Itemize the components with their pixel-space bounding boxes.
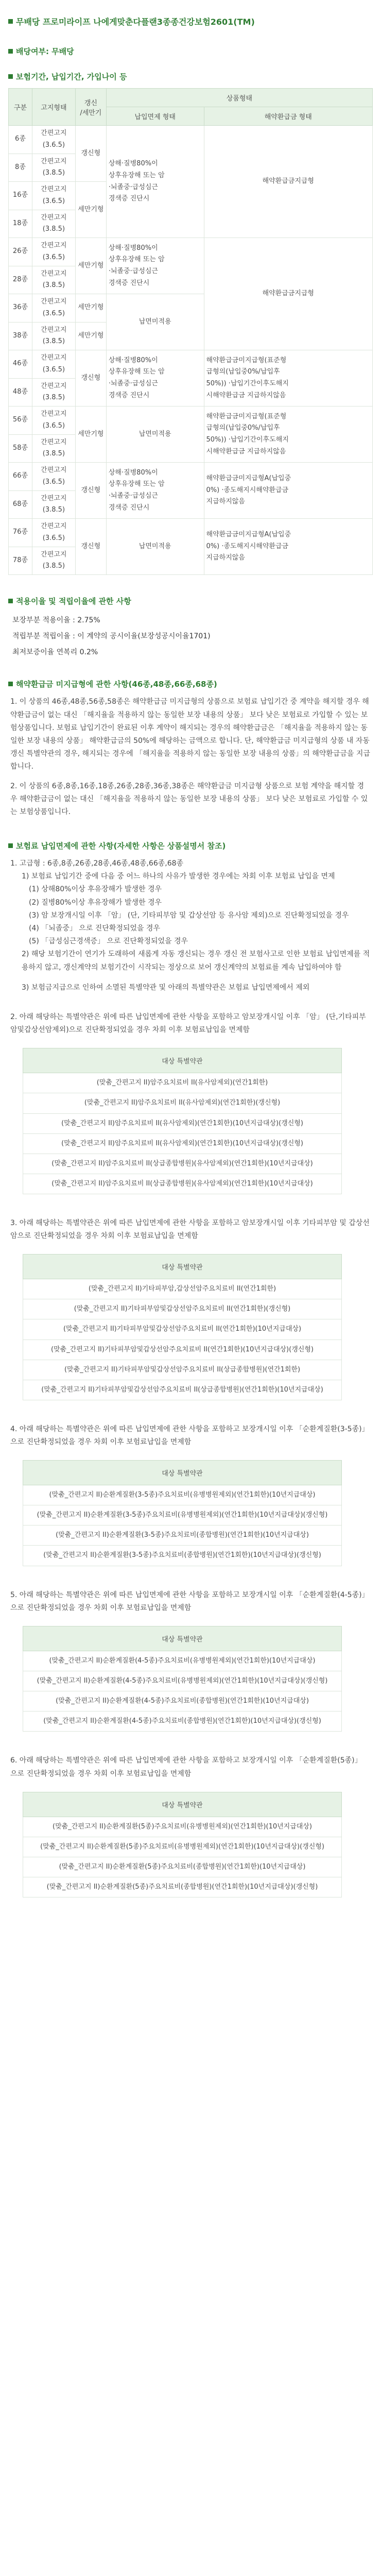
waiver-block-row: (맞춤_간편고지 II)순환계질환(5종)주요치료비(유병병원제외)(연간1회한)(10년지급대상) (23, 1817, 342, 1837)
waiver-block-header: 대상 특별약관 (23, 1255, 342, 1279)
row-gozi: 간편고지 (3.6.5) (32, 350, 75, 379)
product-title-text: 무배당 프로미라이프 나에게맞춘다플랜3종종건강보험2601(TM) (16, 17, 255, 27)
row-renew: 세만기형 (75, 322, 106, 350)
row-type: 6종 (9, 126, 32, 154)
header-gozi: 고지형태 (32, 89, 75, 126)
row-type: 16종 (9, 182, 32, 210)
refund-para: 1. 이 상품의 46종,48종,56종,58종은 해약환급금 미지급형의 상품으로 보험료 납입기간 중 계약을 해지할 경우 해약환급금이 없는 대신 「해지율을 적용하지 않는 동일한 보장 내용의 상품」 보다 낮은 보험료로 가입할 수 있는 보험상품입니다. 보험료 납입기간이 완료된 이후 계약이 해지되는 경우의 해약환급금은 「해지율을 적용하지 않는 동일한 보장 내용의 상품」 해약환급금의 50%에 해당하는 금액으로 합니다. 단, 해약환급금 미지급형의 상품 내 자동갱신 특별약관의 경우, 해지되는 경우에 「해지율을 적용하지 않는 동일한 보장 내용의 상품」의 해약환급금을 지급합니다. (10, 698, 370, 771)
waiver-block-header: 대상 특별약관 (23, 1461, 342, 1485)
row-type: 38종 (9, 322, 32, 350)
waiver-line: (4) 「뇌졸중」 으로 진단확정되었을 경우 (29, 924, 160, 933)
row-type: 18종 (9, 210, 32, 238)
row-gozi: 간편고지 (3.6.5) (32, 406, 75, 435)
waiver-line: (1) 상해80%이상 후유장해가 발생한 경우 (29, 885, 162, 894)
waiver-block-table (23, 1792, 342, 1897)
waiver-line: (2) 질병80%이상 후유장해가 발생한 경우 (29, 898, 162, 907)
row-type: 48종 (9, 378, 32, 406)
row-napip: 납면미적용 (106, 406, 204, 463)
waiver-block-header: 대상 특별약관 (23, 1792, 342, 1817)
square-bullet-icon (8, 843, 13, 848)
waiver-block-row: (맞춤_간편고지 II)암주요치료비 II(유사암제외)(연간1회한)(10년지급대상)(갱신형) (23, 1133, 342, 1154)
row-refund: 해약환급금지급형 (204, 238, 372, 350)
waiver-block-row: (맞춤_간편고지 II)기타피부암,갑상선암주요치료비 II(연간1회한) (23, 1279, 342, 1299)
square-bullet-icon (8, 49, 13, 54)
section-dividend (0, 38, 381, 63)
row-refund: 해약환급금지급형 (204, 126, 372, 238)
header-renew: 갱신 /세만기 (75, 89, 106, 126)
waiver-block-row: (맞춤_간편고지 II)순환계질환(4-5종)주요치료비(종합병원)(연간1회한)(10년지급대상) (23, 1691, 342, 1711)
row-napip: 상해·질병80%이 상후유장해 또는 암 ·뇌졸중·급성심근 경색증 진단시 (106, 126, 204, 238)
waiver-line: 3) 보험금지급으로 인하여 소멸된 특별약관 및 아래의 특별약관은 보험료 납입면제에서 제외 (22, 983, 310, 992)
square-bullet-icon (8, 599, 13, 603)
row-gozi: 간편고지 (3.8.5) (32, 266, 75, 294)
waiver-block-header: 대상 특별약관 (23, 1626, 342, 1651)
row-renew: 갱신형 (75, 519, 106, 575)
waiver-block-row: (맞춤_간편고지 II)순환계질환(3-5종)주요치료비(종합병원)(연간1회한)(10년지급대상)(갱신형) (23, 1546, 342, 1566)
row-gozi: 간편고지 (3.8.5) (32, 434, 75, 463)
waiver-block-row: (맞춤_간편고지 II)암주요치료비 II(상급종합병원)(유사암제외)(연간1회한)(10년지급대상) (23, 1174, 342, 1194)
section-dividend-title: 배당여부: 무배당 (16, 47, 74, 56)
square-bullet-icon (8, 19, 13, 24)
waiver-item1 (0, 857, 381, 1002)
row-refund: 해약환급금미지급형A(납입중 0%) ·종도해지시해약환급금 지급하지않음 (204, 519, 372, 575)
waiver-block-row: (맞춤_간편고지 II)순환계질환(3-5종)주요치료비(유병병원제외)(연간1회한)(10년지급대상)(갱신형) (23, 1505, 342, 1526)
row-gozi: 간편고지 (3.8.5) (32, 490, 75, 519)
header-napip: 납입면제 형태 (106, 107, 204, 126)
waiver-block-intro: 6. 아래 해당하는 특별약관은 위에 따른 납입면제에 관한 사항을 포함하고 보장개시일 이후 「순환계질환(5종)」 으로 진단확정되었을 경우 차회 이후 보험료납입을 면제함 (10, 1756, 362, 1778)
waiver-line: 1) 보험료 납입기간 중에 다음 중 어느 하나의 사유가 발생한 경우에는 차회 이후 보험료 납입을 면제 (22, 872, 335, 881)
section-interest-title: 적용이율 및 적립이율에 관한 사항 (16, 597, 131, 606)
waiver-block-row: (맞춤_간편고지 II)기타피부암및갑상선암주요치료비 II(상급종합병원)(연간1회한) (23, 1360, 342, 1380)
row-napip: 납면미적용 (106, 519, 204, 575)
row-type: 78종 (9, 547, 32, 575)
row-type: 76종 (9, 519, 32, 547)
row-gozi: 간편고지 (3.6.5) (32, 126, 75, 154)
row-gozi: 간편고지 (3.8.5) (32, 210, 75, 238)
row-type: 46종 (9, 350, 32, 379)
row-type: 26종 (9, 238, 32, 266)
waiver-block-header: 대상 특별약관 (23, 1048, 342, 1073)
waiver-block-row: (맞춤_간편고지 II)순환계질환(5종)주요치료비(종합병원)(연간1회한)(10년지급대상)(갱신형) (23, 1877, 342, 1897)
square-bullet-icon (8, 682, 13, 686)
waiver-block-row: (맞춤_간편고지 II)순환계질환(4-5종)주요치료비(유병병원제외)(연간1회한)(10년지급대상)(갱신형) (23, 1671, 342, 1691)
row-renew: 세만기형 (75, 294, 106, 323)
waiver-block-row: (맞춤_간편고지 II)순환계질환(5종)주요치료비(종합병원)(연간1회한)(10년지급대상) (23, 1857, 342, 1877)
waiver-block (0, 1208, 381, 1400)
waiver-block-row: (맞춤_간편고지 II)순환계질환(3-5종)주요치료비(종합병원)(연간1회한)(10년지급대상) (23, 1526, 342, 1546)
refund-paragraphs (0, 696, 381, 832)
waiver-block (0, 1002, 381, 1194)
row-type: 28종 (9, 266, 32, 294)
row-gozi: 간편고지 (3.8.5) (32, 378, 75, 406)
waiver-block-table (23, 1626, 342, 1732)
section-waiver-title: 보험료 납입면제에 관한 사항(자세한 사항은 상품설명서 참조) (16, 841, 226, 851)
waiver-block-row: (맞춤_간편고지 II)순환계질환(4-5종)주요치료비(유병병원제외)(연간1회한)(10년지급대상) (23, 1651, 342, 1671)
row-type: 56종 (9, 406, 32, 435)
row-gozi: 간편고지 (3.6.5) (32, 463, 75, 491)
interest-line: 적립부분 적립이율 : 이 계약의 공시이율(보장성공시이율1701) (12, 632, 211, 640)
product-table-body (9, 126, 373, 575)
section-period (0, 63, 381, 88)
row-gozi: 간편고지 (3.6.5) (32, 519, 75, 547)
row-gozi: 간편고지 (3.8.5) (32, 154, 75, 182)
row-napip: 상해·질병80%이 상후유장해 또는 암 ·뇌졸중·급성심근 경색증 진단시 (106, 350, 204, 406)
section-refund (0, 670, 381, 696)
waiver-block-intro: 3. 아래 해당하는 특별약관은 위에 따른 납입면제에 관한 사항을 포함하고 암보장개시일 이후 기타피부암 및 갑상선암으로 진단확정되었을 경우 차회 이후 보험료납입을 면제함 (10, 1218, 370, 1241)
waiver-block-row: (맞춤_간편고지 II)순환계질환(3-5종)주요치료비(유병병원제외)(연간1회한)(10년지급대상) (23, 1485, 342, 1505)
row-type: 8종 (9, 154, 32, 182)
waiver-block-row: (맞춤_간편고지 II)암주요치료비 II(유사암제외)(연간1회한)(갱신형) (23, 1093, 342, 1113)
product-table-wrap (0, 88, 381, 587)
row-type: 36종 (9, 294, 32, 323)
waiver-line: 1. 고급형 : 6종,8종,26종,28종,46종,48종,66종,68종 (10, 859, 184, 868)
section-refund-title: 해약환급금 미지급형에 관한 사항(46종,48종,66종,68종) (16, 680, 217, 689)
waiver-block-table (23, 1460, 342, 1566)
section-interest (0, 587, 381, 613)
row-type: 66종 (9, 463, 32, 491)
waiver-block-intro: 2. 아래 해당하는 특별약관은 위에 따른 납입면제에 관한 사항을 포함하고 암보장개시일 이후 「암」 (단,기타피부암및갑상선암제외)으로 진단확정되었을 경우 차회 이후 보험료납입을 면제함 (10, 1012, 366, 1035)
row-gozi: 간편고지 (3.6.5) (32, 182, 75, 210)
square-bullet-icon (8, 74, 13, 79)
waiver-block-row: (맞춤_간편고지 II)순환계질환(4-5종)주요치료비(종합병원)(연간1회한)(10년지급대상)(갱신형) (23, 1711, 342, 1732)
waiver-block-row: (맞춤_간편고지 II)기타피부암및갑상선암주요치료비 II(상급종합병원)(연간1회한)(10년지급대상) (23, 1380, 342, 1400)
row-renew: 갱신형 (75, 126, 106, 182)
row-gozi: 간편고지 (3.8.5) (32, 322, 75, 350)
waiver-block-intro: 4. 아래 해당하는 특별약관은 위에 따른 납입면제에 관한 사항을 포함하고 보장개시일 이후 「순환계질환(3-5종)」 으로 진단확정되었을 경우 차회 이후 보험료납입을 면제함 (10, 1425, 369, 1447)
row-napip: 상해·질병80%이 상후유장해 또는 암 ·뇌졸중·급성심근 경색증 진단시 (106, 238, 204, 294)
row-renew: 세만기형 (75, 238, 106, 294)
interest-line: 보장부분 적용이율 : 2.75% (12, 616, 100, 624)
waiver-block-row: (맞춤_간편고지 II)기타피부암및갑상선암주요치료비 II(연간1회한)(갱신형) (23, 1299, 342, 1319)
row-refund: 해약환급금미지급형(표준형 급형의(납입중0%/납입후 50%)) ·납입기간이후도해지 시해약환급금 지급하지않음 (204, 406, 372, 463)
waiver-blocks (0, 1002, 381, 1897)
row-renew: 세만기형 (75, 182, 106, 238)
header-product-form: 상품형태 (106, 89, 372, 107)
product-title (0, 0, 381, 38)
row-renew: 세만기형 (75, 406, 106, 463)
row-napip: 납면미적용 (106, 294, 204, 350)
header-type: 구분 (9, 89, 32, 126)
waiver-block-row: (맞춤_간편고지 II)암주요치료비 II(유사암제외)(연간1회한)(10년지급대상)(갱신형) (23, 1113, 342, 1133)
row-gozi: 간편고지 (3.6.5) (32, 294, 75, 323)
row-napip: 상해·질병80%이 상후유장해 또는 암 ·뇌졸중·급성심근 경색증 진단시 (106, 463, 204, 519)
row-gozi: 간편고지 (3.6.5) (32, 238, 75, 266)
waiver-block (0, 1745, 381, 1897)
waiver-block-row: (맞춤_간편고지 II)암주요치료비 II(상급종합병원)(유사암제외)(연간1회한)(10년지급대상) (23, 1154, 342, 1174)
section-period-title: 보험기간, 납입기간, 가입나이 등 (16, 72, 127, 81)
row-gozi: 간편고지 (3.8.5) (32, 547, 75, 575)
row-renew: 갱신형 (75, 463, 106, 519)
row-type: 68종 (9, 490, 32, 519)
waiver-block-table (23, 1254, 342, 1400)
waiver-line: (5) 「급성심근경색증」 으로 진단확정되었을 경우 (29, 937, 188, 946)
waiver-line: (3) 암 보장개시일 이후 「암」 (단, 기타피부암 및 갑상선암 등 유사암 제외)으로 진단확정되었을 경우 (29, 911, 349, 920)
waiver-block-row: (맞춤_간편고지 II)암주요치료비 II(유사암제외)(연간1회한) (23, 1073, 342, 1093)
section-waiver (0, 832, 381, 857)
interest-list (0, 613, 381, 660)
waiver-block-row: (맞춤_간편고지 II)순환계질환(5종)주요치료비(유병병원제외)(연간1회한)(10년지급대상)(갱신형) (23, 1837, 342, 1857)
waiver-block-row: (맞춤_간편고지 II)기타피부암및갑상선암주요치료비 II(연간1회한)(10년지급대상) (23, 1319, 342, 1340)
interest-line: 최저보증이율 연복리 0.2% (12, 648, 98, 656)
waiver-block (0, 1580, 381, 1732)
waiver-block-intro: 5. 아래 해당하는 특별약관은 위에 따른 납입면제에 관한 사항을 포함하고 보장개시일 이후 「순환계질환(4-5종)」 으로 진단확정되었을 경우 차회 이후 보험료납입을 면제함 (10, 1590, 369, 1612)
row-refund: 해약환급금미지급형A(납입중 0%) ·종도해지시해약환급금 지급하지않음 (204, 463, 372, 519)
header-refund: 해약환급금 형태 (204, 107, 372, 126)
row-renew: 갱신형 (75, 350, 106, 406)
refund-para: 2. 이 상품의 6종,8종,16종,18종,26종,28종,36종,38종은 해약환급금 미지급형 상품으로 보험 계약을 해지할 경우 해약환급금이 없는 대신 「해지율을 적용하지 않는 동일한 보장 내용의 상품」 보다 낮은 보험료로 가입할 수 있는 보험상품입니다. (10, 782, 368, 816)
waiver-block-table (23, 1048, 342, 1194)
waiver-block (0, 1414, 381, 1566)
row-type: 58종 (9, 434, 32, 463)
row-refund: 해약환급금미지급형(표준형 급형의(납입중0%/납입후 50%)) ·납입기간이후도해지 시해약환급금 지급하지않음 (204, 350, 372, 406)
product-table (8, 88, 373, 575)
waiver-line: 2) 해당 보험기간이 연기가 도래하여 새롭게 자동 갱신되는 경우 갱신 전 보험사고로 인한 보험료 납입면제를 적용하지 않고, 갱신계약의 보험기간이 시작되는 정상으로 보어 갱신계약의 보험료를 계속 납입하여야 함 (22, 950, 370, 972)
waiver-block-row: (맞춤_간편고지 II)기타피부암및갑상선암주요치료비 II(연간1회한)(10년지급대상)(갱신형) (23, 1340, 342, 1360)
